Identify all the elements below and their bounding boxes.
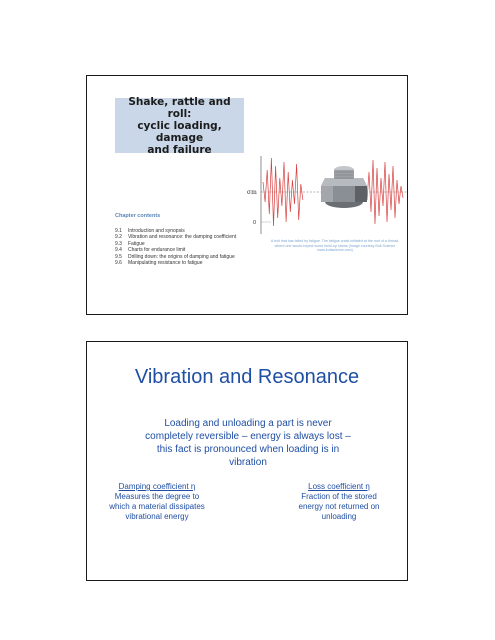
contents-list [115,228,245,266]
fatigue-bolt-figure-svg [247,156,407,234]
damping-coefficient-text: Measures the degree to which a material dissipates vibrational energy [109,492,205,521]
chapter-title: Shake, rattle and roll: cyclic loading, damage and failure [128,95,231,156]
contents-item-text: Introduction and synopsis [128,228,185,234]
figure-caption: A bolt that has failed by fatigue. The fatigue crack initiated at the root of a thread, where one would expect some build-up stress (Image courtesy Bolt Science www.boltscience.com) [270,239,400,253]
sigma-m-label: σm [247,189,257,196]
loss-coefficient-heading: Loss coefficient η [308,482,370,491]
contents-item-text: Manipulating resistance to fatigue [128,260,203,267]
slide-body-text: Loading and unloading a part is never completely reversible – energy is always lost – this fact is pronounced when loading is in vibration [145,418,351,468]
slide-vibration-resonance [86,341,408,581]
contents-item-number: 9.2 [115,234,122,241]
slide-chapter-cover [86,75,408,315]
contents-item-number: 9.6 [115,260,122,267]
loss-coefficient-text: Fraction of the stored energy not returned on unloading [298,492,380,521]
contents-item-number: 9.1 [115,228,122,234]
loss-coefficient-block [289,482,389,522]
contents-item-text: Vibration and resonance: the damping coefficient [128,234,237,241]
contents-item-number: 9.5 [115,253,122,260]
damping-coefficient-heading: Damping coefficient η [118,482,196,491]
zero-label: 0 [253,220,257,226]
damping-coefficient-block [107,482,207,522]
contents-item-text: Fatigue [128,240,145,247]
contents-item-number: 9.3 [115,240,122,247]
bolt-nut-image [321,166,367,208]
slide-title: Vibration and Resonance [134,366,360,388]
contents-heading: Chapter contents [115,213,161,219]
contents-item [115,260,245,266]
chapter-title-box [115,95,244,156]
contents-item-number: 9.4 [115,247,122,254]
fatigue-bolt-figure [247,156,407,234]
contents-item-text: Charts for endurance limit [128,247,186,254]
contents-item-text: Drilling down: the origins of damping and fatigue [128,253,235,260]
